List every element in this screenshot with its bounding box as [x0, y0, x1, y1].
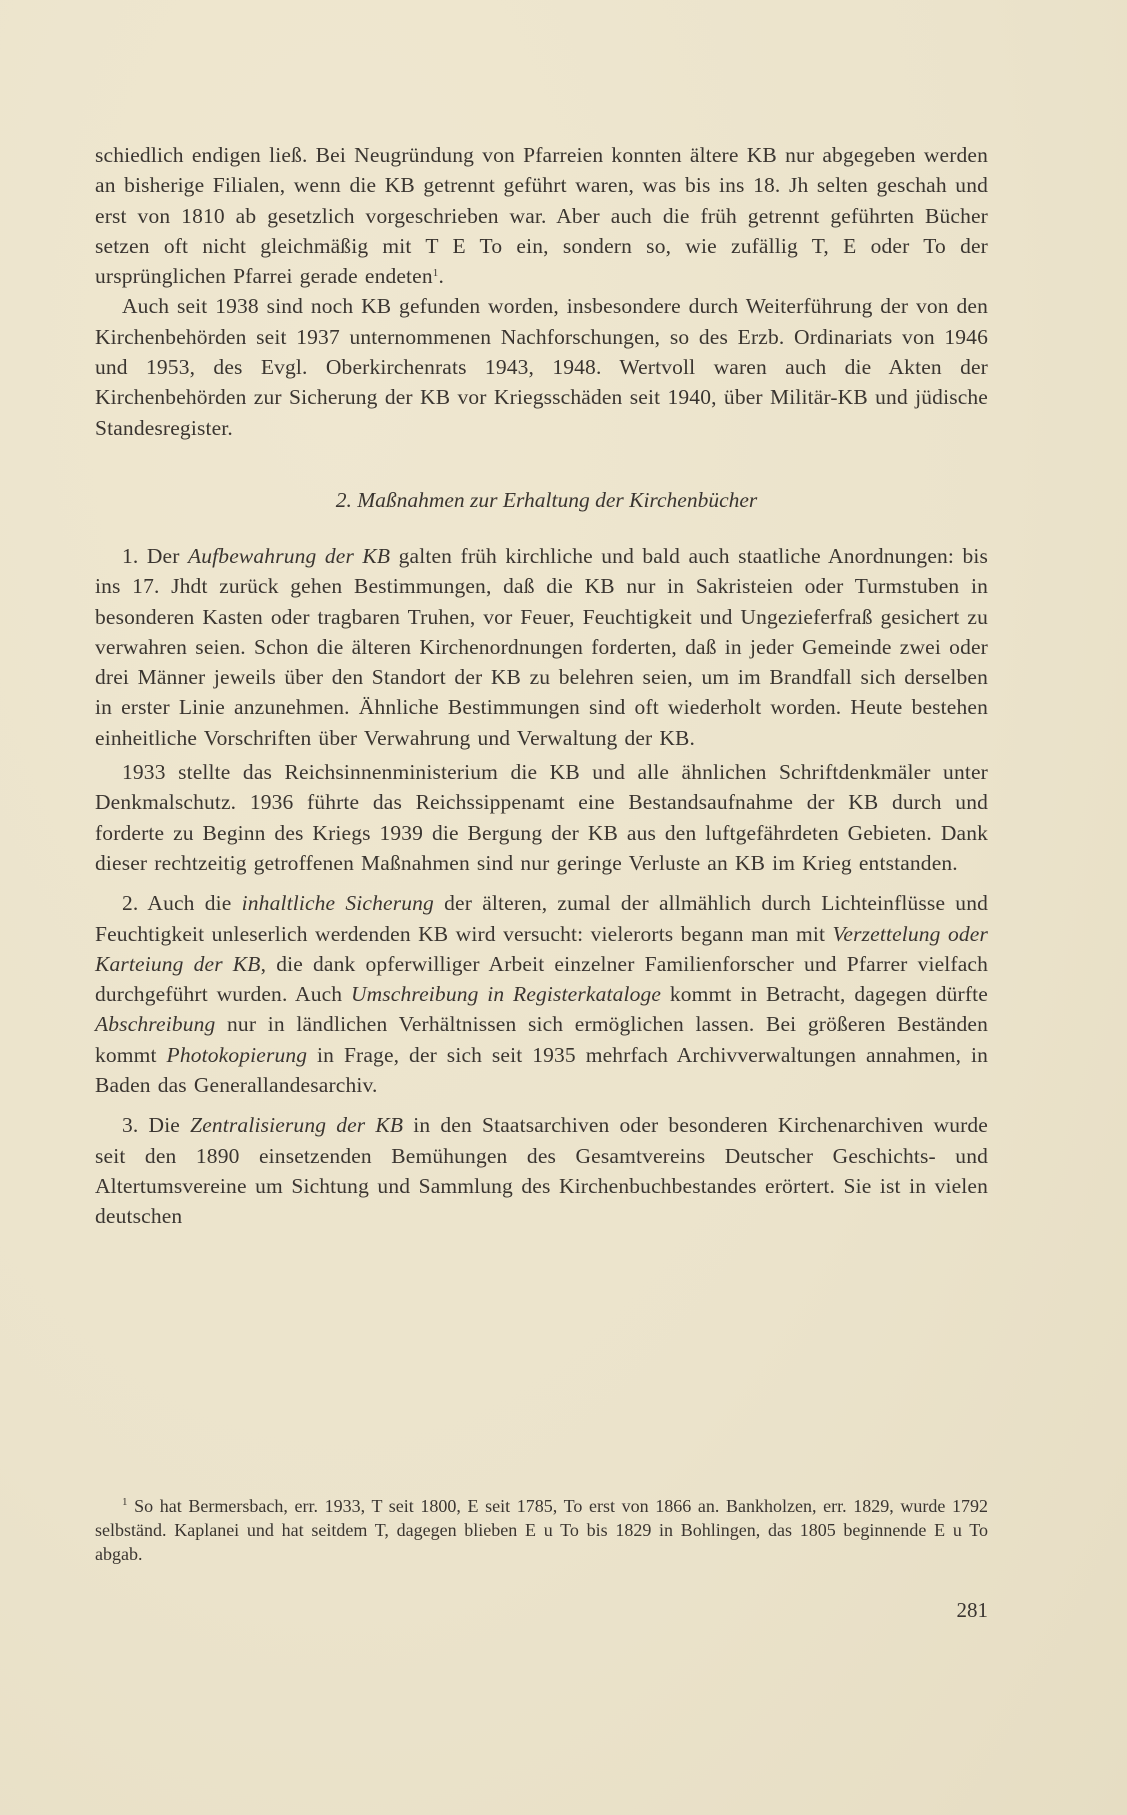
footnote-marker: 1: [122, 1496, 128, 1508]
italic-emphasis: Zentralisierung der KB: [190, 1113, 404, 1138]
italic-emphasis: Aufbewahrung der KB: [188, 543, 391, 568]
italic-emphasis: Umschreibung in Registerkataloge: [350, 982, 662, 1007]
paragraph: 1. Der Aufbewahrung der KB galten früh kirchliche und bald auch staatliche Anordnungen: bis ins 17. Jhdt zurück gehen Bestimmungen, daß die KB nur in Sakristeien oder Turmstuben in besonderen Kasten oder tragbaren Truhen, vor Feuer, Feuchtigkeit und Ungezieferfraß gesichert zu verwahren seien. Schon die älteren Kirchenordnungen forderten, daß in jeder Gemeinde zwei oder drei Männer jeweils über den Standort der KB zu belehren seien, um im Brandfall sich derselben in erster Linie anzunehmen. Ähnliche Bestimmungen sind oft wiederholt worden. Heute bestehen einheitliche Vorschriften über Verwahrung und Verwaltung der KB.: [95, 543, 989, 750]
italic-emphasis: Photokopierung: [166, 1042, 308, 1067]
footnote-reference[interactable]: 1: [432, 267, 439, 280]
footnotes: [95, 1494, 988, 1566]
paragraph: schiedlich endigen ließ. Bei Neugründung von Pfarreien konnten ältere KB nur abgegeben werden an bisherige Filialen, wenn die KB getrennt geführt waren, was bis ins 18. Jh selten geschah und erst von 1810 ab gesetzlich vorgeschrieben war. Aber auch die früh getrennt geführten Bücher setzen oft nicht gleichmäßig mit T E To ein, sondern so, wie zufällig T, E oder To der ursprünglichen Pfarrei gerade endeten$^1$.: [95, 143, 988, 289]
italic-emphasis: Verzettelung oder Karteiung der KB: [95, 921, 988, 976]
footnote-text: So hat Bermersbach, err. 1933, T seit 1800, E seit 1785, To erst von 1866 an. Bankholzen, err. 1829, wurde 1792 selbständ. Kaplanei und hat seitdem T, dagegen blieben E u To bis 1829 in Bohlingen, das 1805 beginnende E u To abgab.: [95, 1496, 988, 1564]
paragraph: 1933 stellte das Reichsinnenministerium die KB und alle ähnlichen Schriftdenkmäler unter Denkmalschutz. 1936 führte das Reichssippenamt eine Bestandsaufnahme der KB durch und forderte zu Beginn des Kriegs 1939 die Bergung der KB aus den luftgefährdeten Gebieten. Dank dieser rechtzeitig getroffenen Maßnahmen sind nur geringe Verluste an KB im Krieg entstanden.: [95, 760, 988, 875]
footnote: [95, 1494, 988, 1566]
paragraph: Auch seit 1938 sind noch KB gefunden worden, insbesondere durch Weiterführung der von den Kirchenbehörden seit 1937 unternommenen Nachforschungen, so des Erzb. Ordinariats von 1946 und 1953, des Evgl. Oberkirchenrats 1943, 1948. Wertvoll waren auch die Akten der Kirchenbehörden zur Sicherung der KB vor Kriegsschäden seit 1940, über Militär-KB und jüdische Standesregister.: [95, 294, 988, 440]
paragraph: 2. Auch die inhaltliche Sicherung der älteren, zumal der allmählich durch Lichteinflüsse und Feuchtigkeit unleserlich werdenden KB wird versucht: vielerorts begann man mit Verzettelung oder Karteiung der KB, die dank opferwilliger Arbeit einzelner Familienforscher und Pfarrer vielfach durchgeführt wurden. Auch Umschreibung in Registerkataloge kommt in Betracht, dagegen dürfte Abschreibung nur in ländlichen Verhältnissen sich ermöglichen lassen. Bei größeren Beständen kommt Photokopierung in Frage, der sich seit 1935 mehrfach Archivverwaltungen annahmen, in Baden das Generallandesarchiv.: [95, 891, 989, 1098]
paragraph: 3. Die Zentralisierung der KB in den Staatsarchiven oder besonderen Kirchenarchiven wurde seit den 1890 einsetzenden Bemühungen des Gesamtvereins Deutscher Geschichts- und Altertumsvereine um Sichtung und Sammlung des Kirchenbuchbestandes erörtert. Sie ist in vielen deutschen: [95, 1113, 988, 1229]
page-body: [95, 140, 988, 1232]
section-heading: 2. Maßnahmen zur Erhaltung der Kirchenbücher: [335, 487, 758, 512]
italic-emphasis: Abschreibung: [95, 1012, 216, 1037]
italic-emphasis: inhaltliche Sicherung: [241, 891, 434, 916]
page-number: 281: [956, 1598, 988, 1622]
